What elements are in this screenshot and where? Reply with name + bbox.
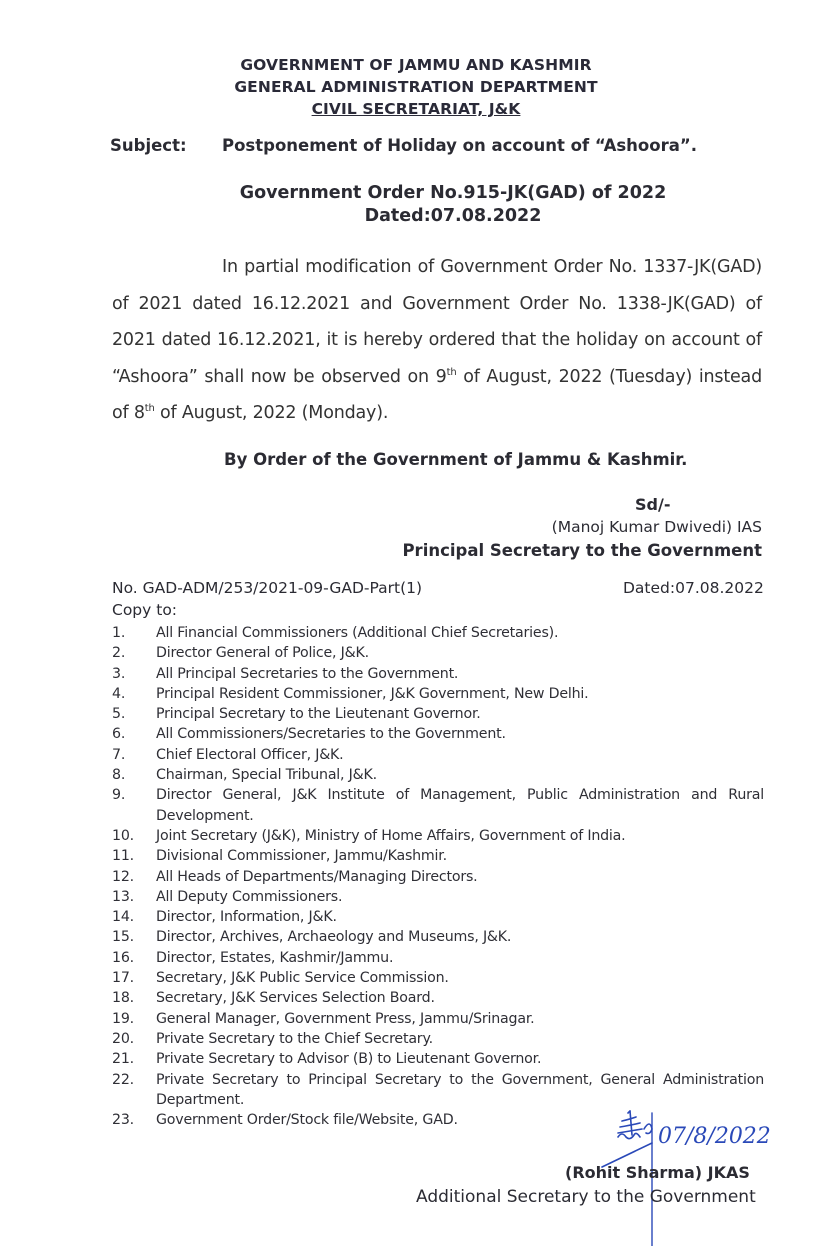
copy-item-text: Private Secretary to Advisor (B) to Lieutenant Governor. [156, 1051, 542, 1068]
copy-item-number: 21. [112, 1051, 134, 1068]
copy-item-text: All Deputy Commissioners. [156, 888, 343, 905]
copy-item-text: Joint Secretary (J&K), Ministry of Home Affairs, Government of India. [156, 827, 626, 844]
copy-item-text: General Manager, Government Press, Jammu/Srinagar. [156, 1010, 535, 1027]
copy-item-text: All Commissioners/Secretaries to the Government. [156, 726, 506, 743]
subject-text: Postponement of Holiday on account of “Ashoora”. [222, 136, 697, 155]
copy-list-item [112, 664, 764, 684]
reference-number: No. GAD-ADM/253/2021-09-GAD-Part(1) [112, 579, 423, 597]
copy-list-item [112, 745, 764, 765]
copy-item-number: 3. [112, 665, 126, 682]
copy-list-item [112, 867, 764, 887]
copy-item-text: Director, Archives, Archaeology and Museums, J&K. [156, 929, 512, 946]
copy-list-item [112, 846, 764, 866]
copy-item-number: 5. [112, 706, 126, 723]
copy-item-number: 15. [112, 929, 134, 946]
copy-list-item [112, 724, 764, 744]
header-government: GOVERNMENT OF JAMMU AND KASHMIR [240, 56, 592, 74]
copy-list-item [112, 948, 764, 968]
copy-item-number: 4. [112, 685, 126, 702]
copy-item-number: 10. [112, 827, 134, 844]
body-text-3: of August, 2022 (Monday). [154, 403, 389, 423]
signed-mark: Sd/- [635, 495, 671, 514]
reference-date: Dated:07.08.2022 [623, 579, 764, 597]
copy-item-text: Principal Resident Commissioner, J&K Government, New Delhi. [156, 685, 589, 702]
signatory2-title: Additional Secretary to the Government [416, 1187, 756, 1207]
copy-item-number: 1. [112, 625, 126, 641]
copy-list-item [112, 1049, 764, 1069]
copy-item-number: 20. [112, 1030, 134, 1047]
copy-list-item [112, 623, 764, 643]
copy-list-item [112, 927, 764, 947]
copy-item-text: All Financial Commissioners (Additional Chief Secretaries). [156, 625, 559, 641]
copy-item-text: Private Secretary to the Chief Secretary. [156, 1030, 433, 1047]
copy-item-number: 14. [112, 909, 134, 926]
copy-list-item [112, 887, 764, 907]
copy-item-number: 17. [112, 970, 134, 987]
by-order-line: By Order of the Government of Jammu & Kashmir. [224, 450, 688, 469]
copy-item-text: Private Secretary to Principal Secretary to the Government, General Administration Department. [156, 1071, 764, 1108]
copy-item-text: Government Order/Stock file/Website, GAD. [156, 1112, 458, 1129]
header-secretariat: CIVIL SECRETARIAT, J&K [311, 100, 521, 118]
copy-item-number: 18. [112, 990, 134, 1007]
copy-item-number: 12. [112, 868, 134, 885]
copy-item-number: 22. [112, 1071, 134, 1088]
copy-item-text: Secretary, J&K Public Service Commission. [156, 970, 449, 987]
body-text-2: of August, 2022 (Tuesday) instead of 8 [112, 366, 762, 423]
body-text-1: In partial modification of Government Order No. 1337-JK(GAD) of 2021 dated 16.12.2021 and Government Order No. 1338-JK(GAD) of 2021 dated 16.12.2021, it is hereby ordered that the holiday on account of “Ashoora” shall now be observed on 9 [112, 257, 762, 387]
copy-list-item [112, 684, 764, 704]
copy-list-item [112, 643, 764, 663]
order-number: Government Order No.915-JK(GAD) of 2022 [239, 183, 667, 203]
signatory-title: Principal Secretary to the Government [402, 541, 762, 560]
copy-item-text: Secretary, J&K Services Selection Board. [156, 990, 435, 1007]
copy-list-item [112, 826, 764, 846]
copy-list-item [112, 785, 764, 826]
handwritten-date: 07/8/2022 [658, 1124, 771, 1149]
copy-item-text: Chairman, Special Tribunal, J&K. [156, 767, 377, 784]
copy-item-text: Divisional Commissioner, Jammu/Kashmir. [156, 848, 447, 865]
copy-list-item [112, 968, 764, 988]
copy-item-text: Director General, J&K Institute of Management, Public Administration and Rural Development. [156, 787, 764, 824]
copy-list-item [112, 1029, 764, 1049]
header-department: GENERAL ADMINISTRATION DEPARTMENT [234, 78, 598, 96]
copy-item-text: Principal Secretary to the Lieutenant Governor. [156, 706, 481, 723]
copy-item-number: 11. [112, 848, 134, 865]
copy-item-number: 19. [112, 1010, 134, 1027]
subject-label: Subject: [110, 136, 187, 155]
copy-item-number: 16. [112, 949, 134, 966]
copy-list-item [112, 907, 764, 927]
copy-item-text: Director, Estates, Kashmir/Jammu. [156, 949, 394, 966]
order-date: Dated:07.08.2022 [364, 206, 542, 226]
order-body [112, 249, 762, 432]
copy-item-number: 23. [112, 1112, 134, 1129]
copy-list-item [112, 765, 764, 785]
copy-list-item [112, 988, 764, 1008]
copy-item-number: 2. [112, 645, 126, 662]
copy-item-number: 13. [112, 888, 134, 905]
copy-to-label: Copy to: [112, 601, 178, 619]
copy-item-number: 6. [112, 726, 126, 743]
copy-item-text: Chief Electoral Officer, J&K. [156, 746, 344, 763]
body-sup-1: th [446, 366, 457, 378]
copy-item-text: All Principal Secretaries to the Government. [156, 665, 459, 682]
copy-to-list [112, 623, 764, 1130]
copy-item-text: Director General of Police, J&K. [156, 645, 369, 662]
copy-item-text: All Heads of Departments/Managing Directors. [156, 868, 478, 885]
copy-list-item [112, 1009, 764, 1029]
copy-item-number: 8. [112, 767, 126, 784]
signatory2-name: (Rohit Sharma) JKAS [565, 1163, 750, 1182]
signatory-name: (Manoj Kumar Dwivedi) IAS [551, 518, 762, 536]
copy-list-item [112, 704, 764, 724]
copy-item-text: Director, Information, J&K. [156, 909, 337, 926]
copy-item-number: 7. [112, 746, 126, 763]
copy-item-number: 9. [112, 787, 126, 804]
body-sup-2: th [144, 403, 155, 415]
